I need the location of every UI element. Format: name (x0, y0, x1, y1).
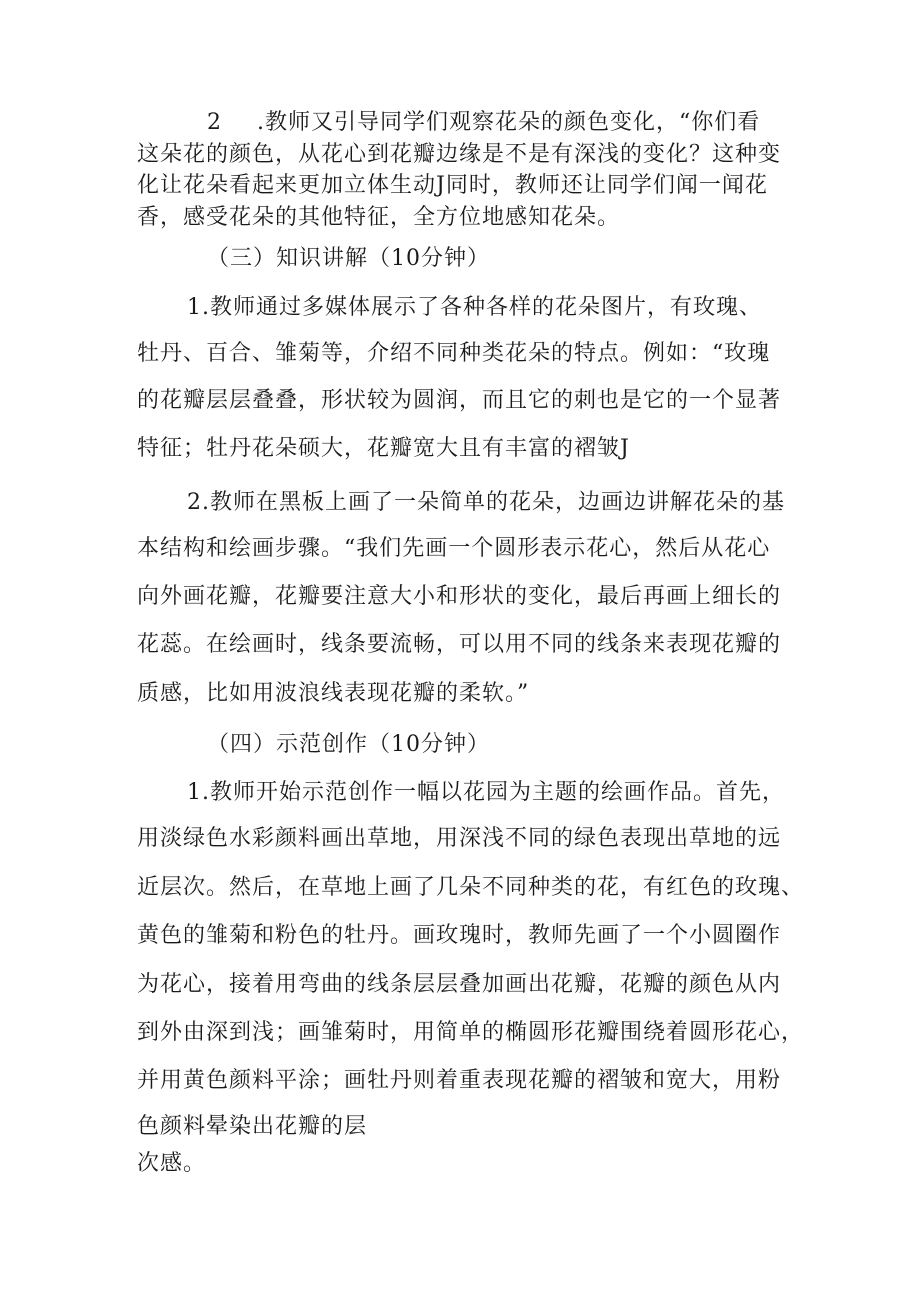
paragraph-line: 用淡绿色水彩颜料画出草地，用深浅不同的绿色表现出草地的远 (137, 826, 782, 851)
section-heading: （四）示范创作（10分钟） (207, 732, 490, 757)
paragraph-line: 香，感受花朵的其他特征，全方位地感知花朵。 (137, 205, 621, 230)
paragraph-line: 牡丹、百合、雏菊等，介绍不同种类花朵的特点。例如：“玫瑰 (137, 341, 771, 366)
paragraph-line: 特征；牡丹花朵硕大，花瓣宽大且有丰富的褶皱J (137, 436, 630, 461)
paragraph-line: 本结构和绘画步骤。“我们先画一个圆形表示花心，然后从花心 (137, 536, 771, 561)
paragraph-line (207, 108, 760, 138)
paragraph-line: 黄色的雏菊和粉色的牡丹。画玫瑰时，教师先画了一个小圆圈作 (137, 923, 782, 948)
paragraph-text: .教师又引导同学们观察花朵的颜色变化，“你们看 (257, 110, 761, 135)
paragraph-line: 近层次。然后，在草地上画了几朵不同种类的花，有红色的玫瑰、 (137, 875, 805, 900)
paragraph-line: 质感，比如用波浪线表现花瓣的柔软。” (137, 681, 530, 706)
paragraph-line: 1.教师通过多媒体展示了各种各样的花朵图片，有玫瑰、 (187, 295, 762, 320)
list-number: 2 (207, 110, 222, 135)
paragraph-line: 次感。 (137, 1151, 207, 1176)
paragraph-line: 为花心，接着用弯曲的线条层层叠加画出花瓣，花瓣的颜色从内 (137, 972, 782, 997)
section-heading: （三）知识讲解（10分钟） (207, 246, 490, 271)
paragraph-line: 2.教师在黑板上画了一朵简单的花朵，边画边讲解花朵的基 (187, 490, 785, 515)
paragraph-line: 花蕊。在绘画时，线条要流畅，可以用不同的线条来表现花瓣的 (137, 632, 782, 657)
paragraph-line: 化让花朵看起来更加立体生动J同时，教师还让同学们闻一闻花 (137, 173, 768, 198)
paragraph-line: 向外画花瓣，花瓣要注意大小和形状的变化，最后再画上细长的 (137, 584, 782, 609)
paragraph-line: 这朵花的颜色，从花心到花瓣边缘是不是有深浅的变化？这种变 (137, 142, 782, 167)
paragraph-line: 并用黄色颜料平涂；画牡丹则着重表现花瓣的褶皱和宽大，用粉 (137, 1068, 782, 1093)
paragraph-line: 色颜料晕染出花瓣的层 (137, 1114, 368, 1139)
paragraph-line: 1.教师开始示范创作一幅以花园为主题的绘画作品。首先， (187, 780, 785, 805)
paragraph-line: 到外由深到浅；画雏菊时，用简单的椭圆形花瓣围绕着圆形花心， (137, 1020, 805, 1045)
paragraph-line: 的花瓣层层叠叠，形状较为圆润，而且它的刺也是它的一个显著 (137, 388, 782, 413)
